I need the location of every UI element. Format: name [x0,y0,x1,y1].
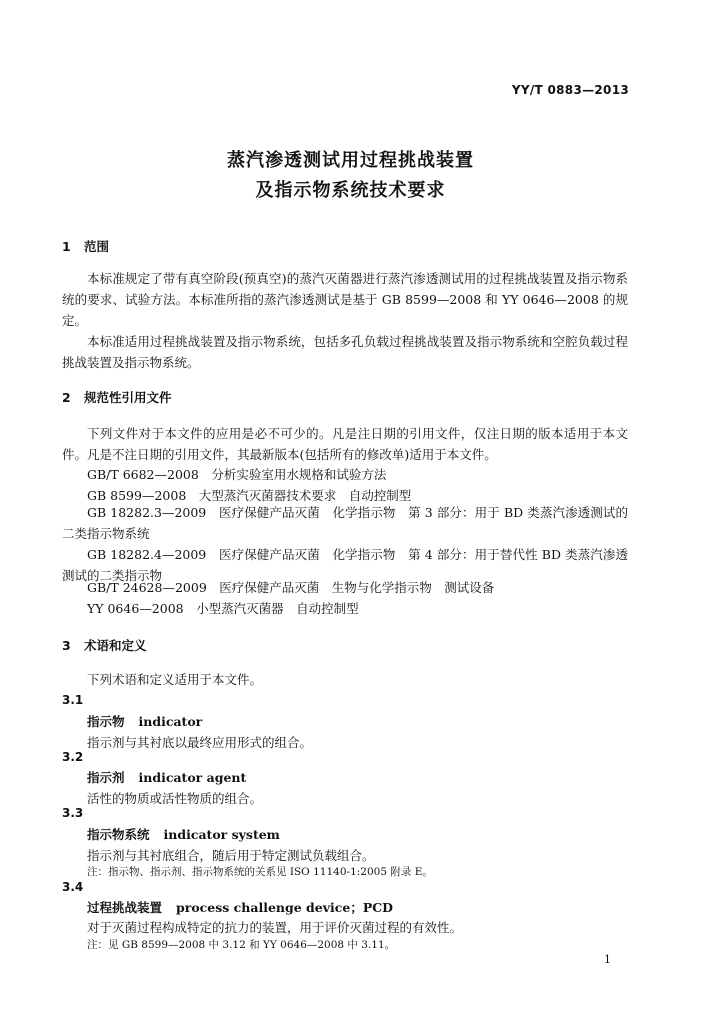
term-number: 3.3 [62,806,84,820]
section-title: 规范性引用文件 [84,390,172,405]
term-definition: 指示剂与其衬底以最终应用形式的组合。 [87,735,313,750]
reference-item: GB 18282.4—2009 医疗保健产品灭菌 化学指示物 第 4 部分：用于替代性 BD 类蒸汽渗透测试的二类指示物 [62,547,628,583]
term-number: 3.4 [62,880,84,894]
term-name-zh: 过程挑战装置 [87,900,163,915]
section-title: 范围 [84,239,110,254]
standard-code: YY/T 0883—2013 [511,83,629,97]
section-1-heading [62,237,109,255]
page-number: 1 [604,953,611,966]
term-name [87,825,280,843]
term-name-zh: 指示物系统 [87,827,150,842]
term-definition: 对于灭菌过程构成特定的抗力的装置，用于评价灭菌过程的有效性。 [87,920,463,935]
section-3-intro: 下列术语和定义适用于本文件。 [87,672,263,687]
document-title-line2: 及指示物系统技术要求 [255,180,446,201]
section-1-paragraph-2: 本标准适用过程挑战装置及指示物系统，包括多孔负载过程挑战装置及指示物系统和空腔负载过程挑战装置及指示物系统。 [62,334,628,370]
term-definition: 指示剂与其衬底组合，随后用于特定测试负载组合。 [87,848,375,863]
section-1-paragraph-1: 本标准规定了带有真空阶段(预真空)的蒸汽灭菌器进行蒸汽渗透测试用的过程挑战装置及指示物系统的要求、试验方法。本标准所指的蒸汽渗透测试是基于 GB 8599—2008 和 YY 0646—2008 的规定。 [62,271,628,328]
section-number: 1 [62,239,71,254]
section-2-intro: 下列文件对于本文件的应用是必不可少的。凡是注日期的引用文件，仅注日期的版本适用于本文件。凡是不注日期的引用文件，其最新版本(包括所有的修改单)适用于本文件。 [62,426,628,462]
section-number: 3 [62,638,71,653]
section-3-heading [62,636,147,654]
term-name [87,898,393,916]
term-name [87,712,202,730]
document-title-line1: 蒸汽渗透测试用过程挑战装置 [227,150,474,171]
term-name [87,768,246,786]
term-number: 3.1 [62,693,84,707]
reference-item: GB/T 6682—2008 分析实验室用水规格和试验方法 [87,467,387,482]
term-number: 3.2 [62,750,84,764]
term-name-zh: 指示剂 [87,770,125,785]
reference-item: YY 0646—2008 小型蒸汽灭菌器 自动控制型 [87,601,359,616]
section-number: 2 [62,390,71,405]
term-name-zh: 指示物 [87,714,125,729]
term-note: 注：见 GB 8599—2008 中 3.12 和 YY 0646—2008 中 3.11。 [87,939,396,951]
term-name-en: process challenge device；PCD [176,900,394,915]
term-name-en: indicator [138,714,203,729]
reference-item: GB 8599—2008 大型蒸汽灭菌器技术要求 自动控制型 [87,488,412,503]
term-note: 注：指示物、指示剂、指示物系统的关系见 ISO 11140-1:2005 附录 E。 [87,866,433,878]
section-2-heading [62,388,172,406]
term-name-en: indicator agent [138,770,247,785]
term-name-en: indicator system [163,827,280,842]
section-title: 术语和定义 [84,638,147,653]
term-definition: 活性的物质或活性物质的组合。 [87,791,263,806]
reference-item: GB/T 24628—2009 医疗保健产品灭菌 生物与化学指示物 测试设备 [87,580,495,595]
reference-item: GB 18282.3—2009 医疗保健产品灭菌 化学指示物 第 3 部分：用于 BD 类蒸汽渗透测试的二类指示物系统 [62,505,628,541]
